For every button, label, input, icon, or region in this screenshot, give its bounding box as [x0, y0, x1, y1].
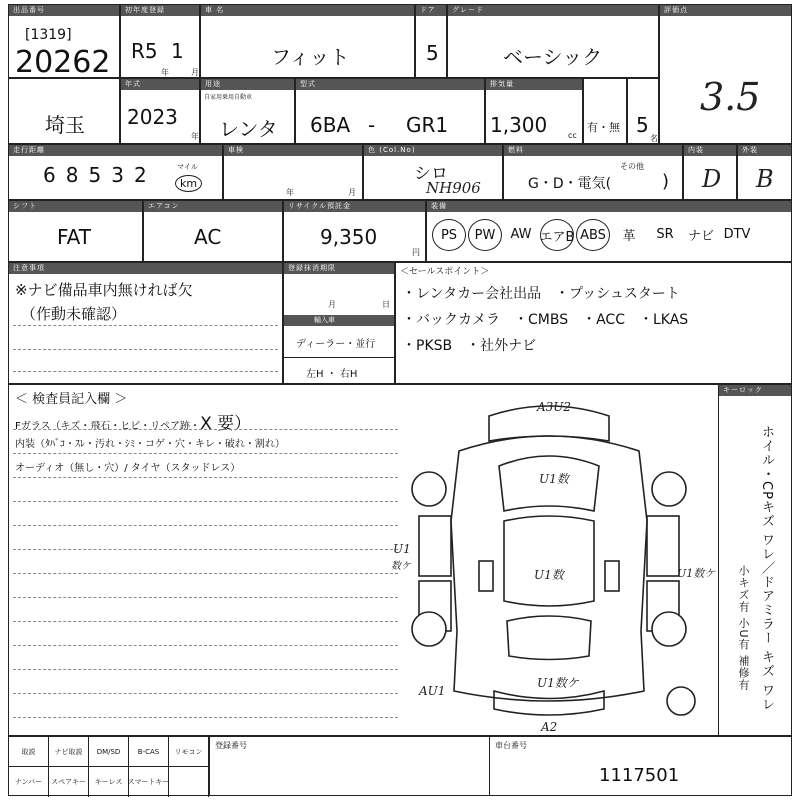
- presence: 有・無: [587, 121, 620, 134]
- note-rule: [13, 325, 278, 326]
- right-mirror: [605, 561, 619, 591]
- mileage-digit: 2: [133, 163, 157, 187]
- cc-unit: cc: [568, 131, 577, 140]
- chassis-number: 1117501: [599, 765, 680, 786]
- steering: 左H ・ 右H: [306, 369, 358, 380]
- recycle-label: リサイクル預託金: [284, 201, 425, 212]
- ac-value: AC: [194, 225, 222, 249]
- displacement-box: [485, 78, 583, 144]
- left-sub-mark: 数ケ: [391, 561, 411, 572]
- sales-point-line: ・レンタカー会社出品 ・プッシュスタート: [402, 286, 680, 302]
- roof-mark: U1数: [534, 568, 564, 582]
- use-value: レンタ: [219, 117, 278, 141]
- lot-number: 20262: [15, 45, 111, 80]
- fuel-label: 燃料: [504, 145, 682, 156]
- lot-code: [1319]: [25, 27, 72, 43]
- model-prefix: 6BA: [310, 113, 351, 137]
- inspector-rule: [13, 573, 398, 574]
- year-value: 2023: [127, 105, 178, 129]
- divider: [489, 737, 490, 795]
- side-label: キーロック: [719, 385, 791, 396]
- prefecture-box: [8, 78, 120, 144]
- car-name: フィット: [271, 45, 350, 69]
- car-diagram: [389, 391, 716, 734]
- hood-mark: U1数: [539, 472, 569, 486]
- seats-box: [627, 78, 659, 144]
- recycle-value: 9,350: [320, 225, 378, 249]
- side-sub: 小キズ有 小U有 補修有: [737, 565, 750, 692]
- notes-box: [8, 262, 283, 384]
- right-front-door: [647, 516, 679, 576]
- mileage-label: 走行距離: [9, 145, 222, 156]
- inspector-box: [8, 384, 718, 736]
- accessory-item: B-CAS: [129, 737, 169, 767]
- wheel-front-right: [652, 472, 686, 506]
- inspector-rule: [13, 621, 398, 622]
- month-suffix: 月: [191, 68, 199, 77]
- yen-unit: 円: [412, 248, 420, 257]
- registration-day: 日: [382, 300, 390, 309]
- car-name-label: 車 名: [201, 5, 414, 16]
- grade-box: [447, 4, 659, 78]
- fuel-value: G・D・電気(: [528, 176, 612, 192]
- auction-sheet: [8, 4, 792, 796]
- inspector-glass: [15, 409, 251, 434]
- equipment-item: DTV: [723, 226, 751, 242]
- first-registration-label: 初年度登録: [121, 5, 199, 16]
- notes-label: 注意事項: [9, 263, 282, 274]
- score-box: [659, 4, 792, 144]
- inspector-rule: [13, 525, 398, 526]
- accessory-item: [169, 767, 209, 797]
- inspection-label: 車検: [224, 145, 362, 156]
- use-note: 自家用乗用自動車: [204, 94, 253, 101]
- fuel-other: その他: [620, 162, 644, 171]
- car-name-box: [200, 4, 415, 78]
- inspector-rule: [13, 549, 398, 550]
- model-label: 型式: [296, 79, 484, 90]
- front-mark: A3U2: [537, 400, 572, 414]
- inspector-rule: [13, 693, 398, 694]
- rear-left-mark: AU1: [419, 684, 446, 698]
- reg-no-label: 登録番号: [215, 741, 247, 750]
- trunk-outline: [507, 616, 591, 660]
- glass-mark: X 要）: [200, 414, 252, 434]
- score-value: 3.5: [700, 75, 761, 119]
- mileage-digit: 5: [88, 163, 112, 187]
- inspector-rule: [13, 453, 398, 454]
- sales-points-box: [395, 262, 792, 384]
- color-code: NH906: [426, 179, 481, 197]
- accessory-item: キーレス: [89, 767, 129, 797]
- recycle-box: [283, 200, 426, 262]
- accessory-item: リモコン: [169, 737, 209, 767]
- equipment-item: PW: [468, 219, 502, 251]
- sales-points-label: ＜セールスポイント＞: [400, 267, 490, 277]
- use-label: 用途: [201, 79, 294, 90]
- seats-value: 5: [636, 113, 649, 137]
- equipment-item: ナビ: [687, 228, 714, 244]
- divider: [284, 357, 394, 358]
- equipment-item: ABS: [576, 219, 610, 251]
- first-registration-box: [120, 4, 200, 78]
- presence-box: [583, 78, 627, 144]
- exterior-box: [737, 144, 792, 200]
- mileage-unit-alt: マイル: [177, 163, 198, 171]
- mileage-digit: 3: [111, 163, 134, 187]
- inspector-rule: [13, 477, 398, 478]
- shift-box: [8, 200, 143, 262]
- doors-value: 5: [426, 41, 439, 65]
- shift-label: シフト: [9, 201, 142, 212]
- equipment-item: AW: [510, 226, 532, 242]
- inspector-rule: [13, 429, 398, 430]
- exterior-label: 外装: [738, 145, 791, 156]
- accessory-item: スペアキー: [49, 767, 89, 797]
- fuel-box: [503, 144, 683, 200]
- seats-unit: 名: [650, 134, 658, 143]
- sales-point-line: ・バックカメラ ・CMBS ・ACC ・LKAS: [402, 312, 689, 328]
- glass-text: Fガラス（キズ・飛石・ヒビ・リペア跡・: [15, 421, 201, 432]
- equipment-item: 革: [622, 228, 636, 244]
- inspection-year: 年: [286, 188, 294, 197]
- interior-value: D: [702, 165, 722, 193]
- chassis-label: 車台番号: [495, 741, 527, 750]
- registration-label: 登録抹消期限: [284, 263, 394, 274]
- lot-number-box: [8, 4, 120, 78]
- left-front-door: [419, 516, 451, 576]
- ac-box: [143, 200, 283, 262]
- left-mirror: [479, 561, 493, 591]
- use-box: [200, 78, 295, 144]
- inspector-rule: [13, 717, 398, 718]
- mileage-box: [8, 144, 223, 200]
- spare-wheel: [667, 687, 695, 715]
- inspector-interior: 内装（ﾀﾊﾞｺ・ｽﾚ・汚れ・ｼﾐ・コゲ・穴・キレ・破れ・割れ）: [15, 439, 285, 450]
- exterior-value: B: [756, 165, 774, 193]
- side-text: ホイル・CPキズ ワレ／ドアミラー キズ ワレ: [759, 425, 774, 712]
- note-rule: [13, 371, 278, 372]
- fuel-close: ): [662, 171, 670, 192]
- color-label: 色 (Col.No): [364, 145, 502, 156]
- displacement-value: 1,300: [490, 113, 548, 137]
- rear-bumper-mark: A2: [541, 720, 558, 734]
- accessory-item: 取説: [9, 737, 49, 767]
- inspector-rule: [13, 597, 398, 598]
- doors-label: ドア: [416, 5, 446, 16]
- lot-number-label: 出品番号: [9, 5, 119, 16]
- grade-value: ベーシック: [503, 45, 603, 69]
- accessory-item: DM/SD: [89, 737, 129, 767]
- year-label: 年式: [121, 79, 199, 90]
- year-suffix: 年: [161, 68, 169, 77]
- inspector-rule: [13, 501, 398, 502]
- displacement-label: 排気量: [486, 79, 582, 90]
- accessory-grid: [9, 737, 209, 797]
- rear-bumper-outline: [494, 691, 604, 715]
- grade-label: グレード: [448, 5, 658, 16]
- inspector-audio: オーディオ（無し・穴）/ タイヤ（スタッドレス）: [15, 463, 241, 474]
- equipment-box: [426, 200, 792, 262]
- mileage-digit: 6: [43, 163, 66, 187]
- left-mark: U1: [393, 542, 411, 556]
- notes-line-2: （作動未確認）: [21, 305, 127, 323]
- inspector-title: ＜ 検査員記入欄 ＞: [15, 392, 128, 407]
- year-box: [120, 78, 200, 144]
- mileage-digits: [43, 163, 157, 187]
- import-label: 輸入車: [284, 315, 394, 326]
- ac-label: エアコン: [144, 201, 282, 212]
- wheel-rear-left: [412, 612, 446, 646]
- model-box: [295, 78, 485, 144]
- registration-month: 月: [328, 300, 336, 309]
- registration-box: [283, 262, 395, 384]
- mileage-digit: 8: [65, 163, 89, 187]
- wheel-rear-right: [652, 612, 686, 646]
- dealer-parallel: ディーラー・並行: [296, 339, 376, 350]
- mileage-unit: km: [175, 175, 202, 192]
- score-label: 評価点: [660, 5, 791, 16]
- divider: [209, 737, 210, 795]
- footer-box: [8, 736, 792, 796]
- wheel-front-left: [412, 472, 446, 506]
- side-box: [718, 384, 792, 736]
- notes-line-1: ※ナビ備品車内無ければ欠: [15, 281, 193, 299]
- first-registration-era: R5: [131, 39, 158, 63]
- roof-outline: [504, 516, 594, 606]
- year-suffix-2: 年: [191, 132, 199, 141]
- equipment-item: PS: [432, 219, 466, 251]
- accessory-item: ナンバー: [9, 767, 49, 797]
- interior-label: 内装: [684, 145, 736, 156]
- sales-point-line: ・PKSB ・社外ナビ: [402, 338, 537, 354]
- inspector-rule: [13, 669, 398, 670]
- model-dash: -: [368, 113, 376, 137]
- color-box: [363, 144, 503, 200]
- inspection-box: [223, 144, 363, 200]
- rear-mark: U1数ケ: [537, 676, 579, 690]
- equipment-item: SR: [656, 226, 674, 242]
- right-mark: U1数ケ: [677, 567, 716, 580]
- accessory-item: スマートキー: [129, 767, 169, 797]
- shift-value: FAT: [57, 225, 92, 249]
- inspection-month: 月: [348, 188, 356, 197]
- color-value: シロ: [414, 164, 448, 184]
- doors-box: [415, 4, 447, 78]
- note-rule: [13, 349, 278, 350]
- inspector-rule: [13, 645, 398, 646]
- model-value: GR1: [406, 113, 449, 137]
- equipment-item: エアB: [540, 219, 574, 251]
- equipment-list: [431, 219, 755, 251]
- equipment-label: 装備: [427, 201, 791, 212]
- prefecture: 埼玉: [45, 113, 85, 137]
- first-registration-month: 1: [171, 39, 184, 63]
- accessory-item: ナビ取説: [49, 737, 89, 767]
- interior-box: [683, 144, 737, 200]
